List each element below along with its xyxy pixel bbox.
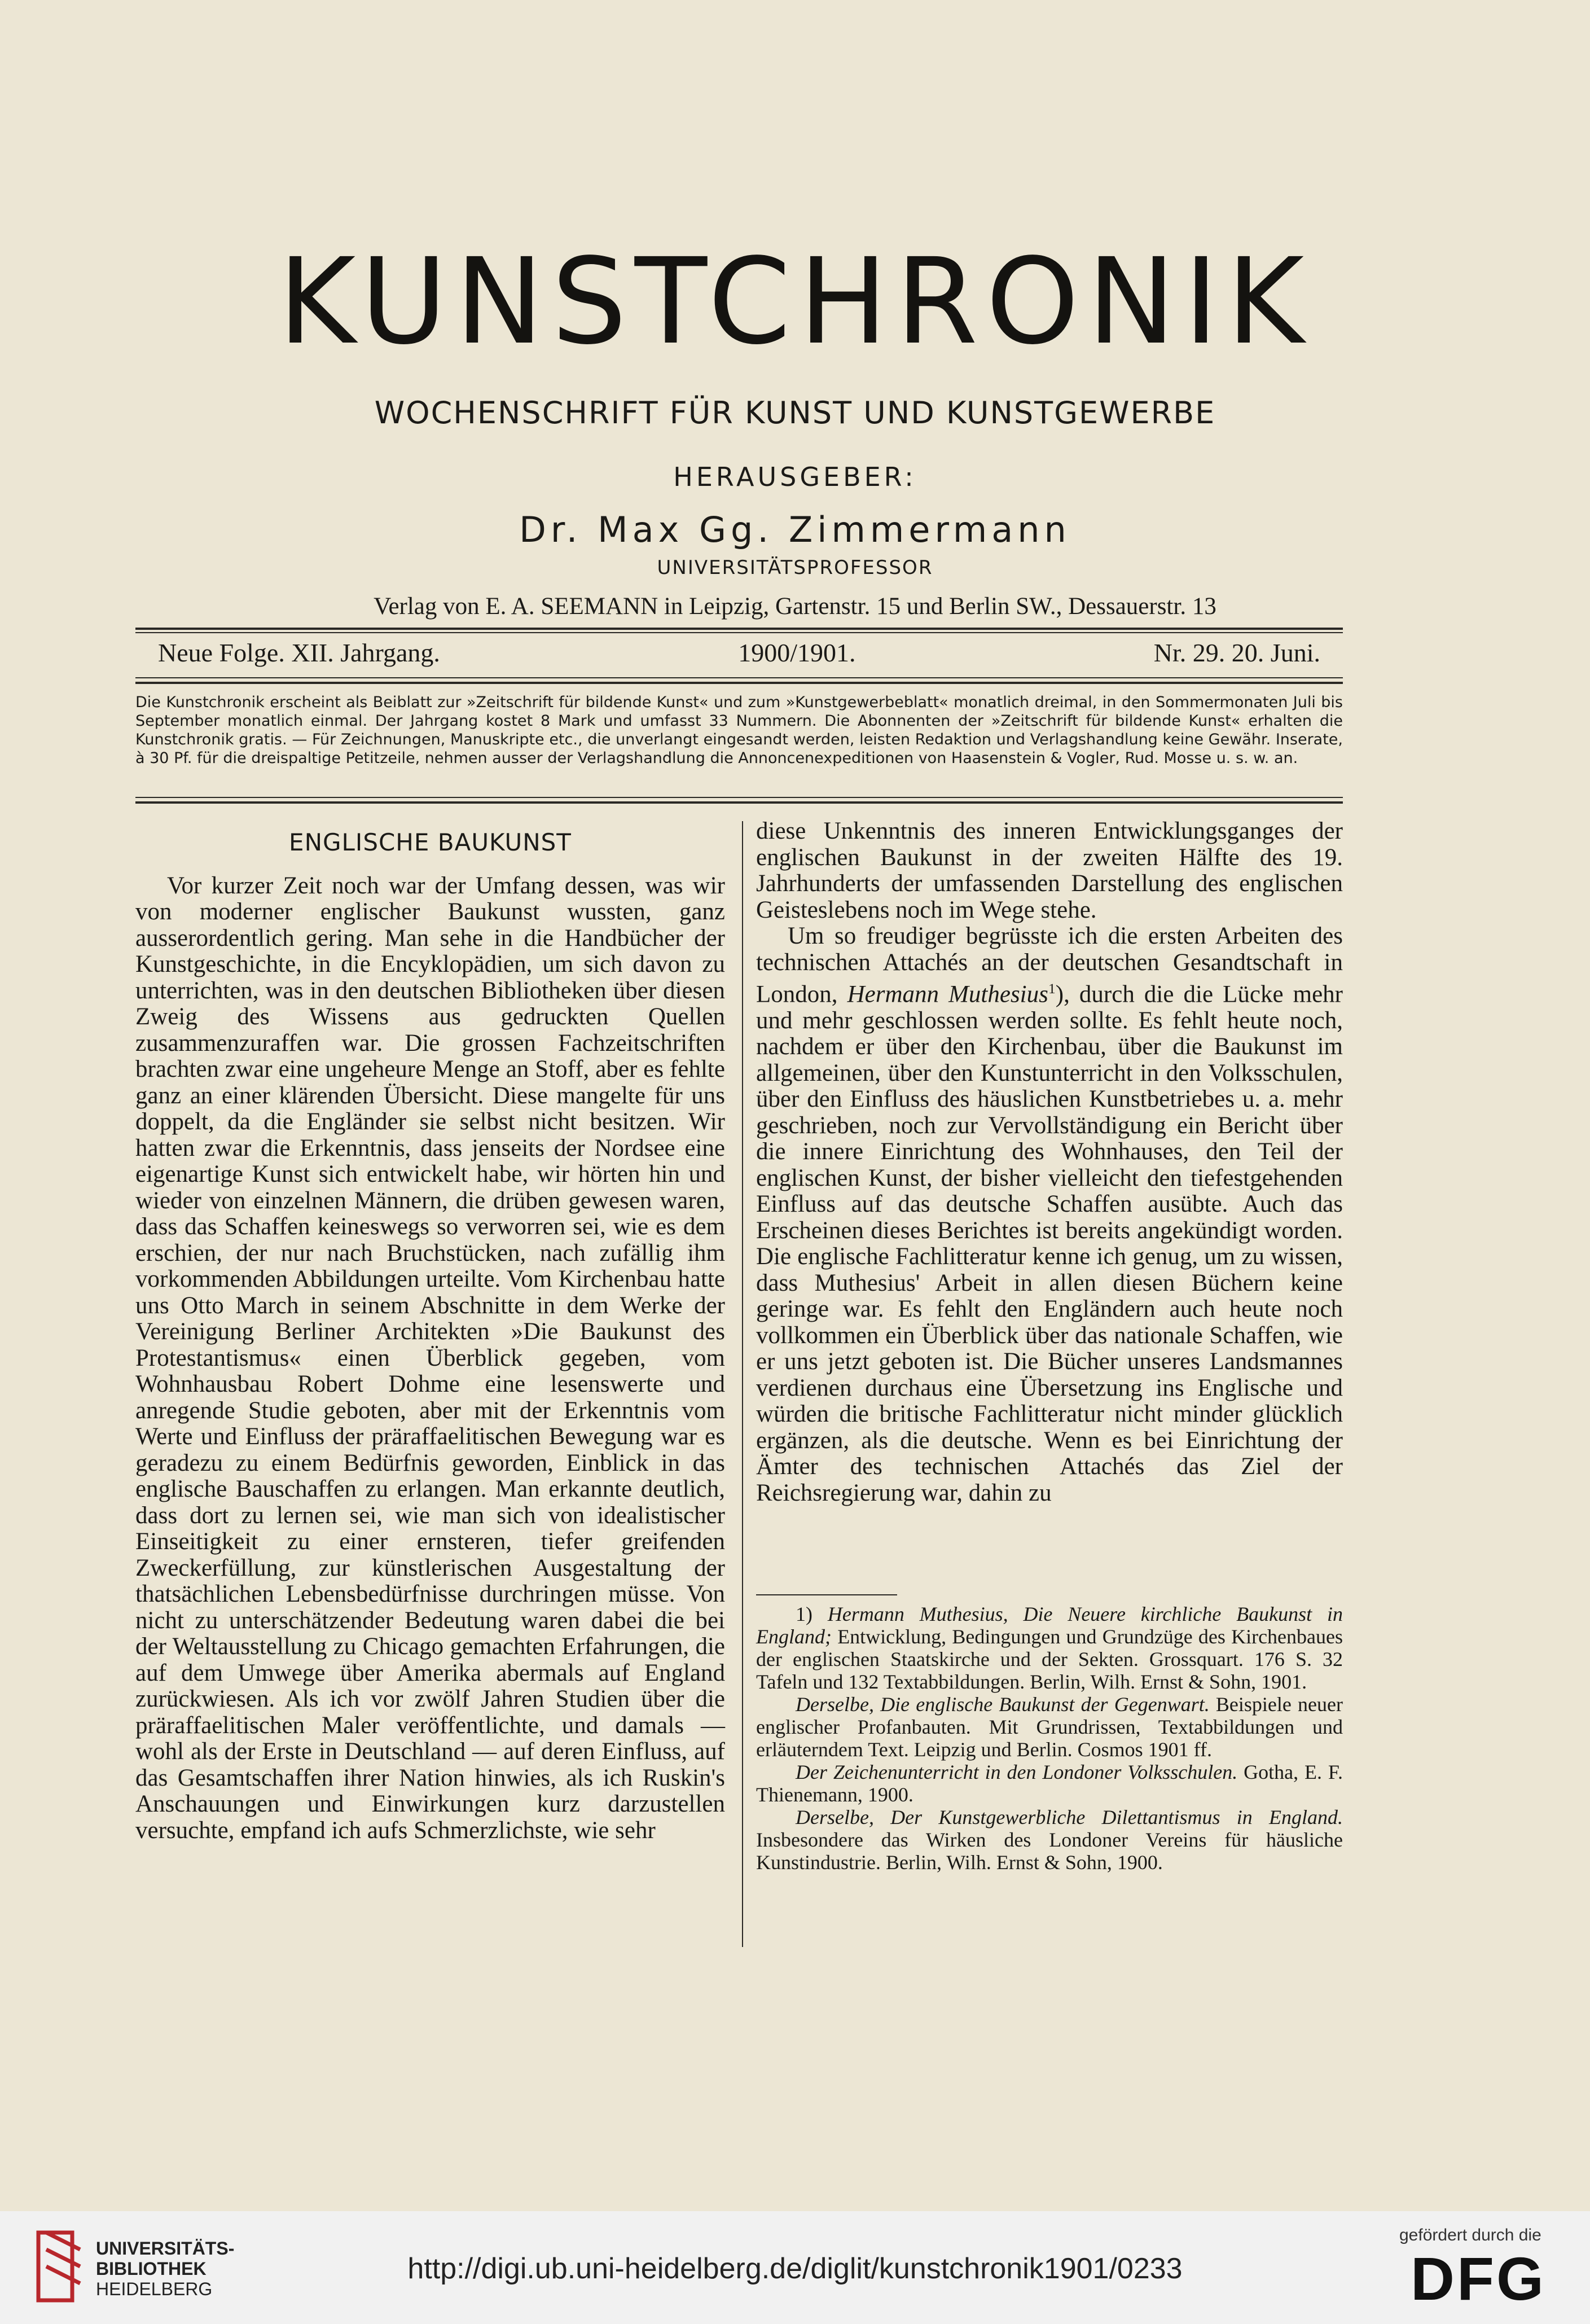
issue-rule-thin	[135, 677, 1343, 678]
subscription-notice: Die Kunstchronik erscheint als Beiblatt zur »Zeitschrift für bildende Kunst« und zum »Kunstgewerbeblatt« monatlich dreimal, in den Sommermonaten Juli bis September monatlich einmal. Der Jahrgang kostet 8 Mark und umfasst 33 Nummern. Die Abonnenten der »Zeitschrift für bildende Kunst« erhalten die Kunstchronik gratis. — Für Zeichnungen, Manuskripte etc., die unverlangt eingesandt werden, leisten Redaktion und Verlagshandlung keine Gewähr. Inserate, à 30 Pf. für die dreispaltige Petitzeile, nehmen ausser der Verlagshandlung die Annoncenexpeditionen von Haasenstein & Vogler, Rud. Mosse u. s. w. an.	[135, 694, 1343, 767]
article-paragraph: Um so freudiger begrüsste ich die ersten Arbeiten des technischen Attachés an der deutschen Gesandtschaft in London, Hermann Muthesius$^1$), durch die die Lücke mehr und mehr geschlossen werden sollte. Es fehlt heute noch, nachdem er über den Kirchenbau, über die Baukunst im allgemeinen, über den Kunstunterricht in den Volksschulen, über den Einfluss des häuslichen Kunstbetriebes u. a. mehr geschrieben, noch zur Vervollständigung ein Bericht über die innere Einrichtung des Wohnhauses, den Teil der englischen Kunst, der bisher vielleicht den tiefestgehenden Einfluss auf das deutsche Schaffen ausübte. Auch das Erscheinen dieses Berichtes ist bereits angekündigt worden. Die englische Fachlitteratur kenne ich genug, um zu wissen, dass Muthesius' Arbeit in allen diesen Büchern keine geringe war. Es fehlt den Engländern auch heute noch vollkommen ein Überblick über das nationale Schaffen, wie er uns jetzt geboten ist. Die Bücher unseres Landsmannes verdienen durchaus eine Übersetzung ins Englische und würden die britische Fachlitteratur nicht minder glücklich ergänzen, als die deutsche. Wenn es bei Einrichtung der Ämter des technischen Attachés das Ziel der Reichsregierung war, dahin zu	[756, 923, 1343, 1506]
author-name: Hermann Muthesius	[847, 981, 1048, 1008]
issue-line	[158, 638, 1320, 668]
editor-title: UNIVERSITÄTSPROFESSOR	[657, 556, 933, 579]
article-left-column	[135, 830, 725, 1844]
header-rule-top	[135, 628, 1343, 630]
university-library-name[interactable]: UNIVERSITÄTS- BIBLIOTHEK HEIDELBERG	[96, 2238, 235, 2299]
issue-series: Neue Folge. XII. Jahrgang.	[158, 638, 440, 667]
notice-rule-thin	[135, 797, 1343, 798]
article-right-column	[756, 818, 1343, 1506]
journal-title: KUNSTCHRONIK	[278, 233, 1312, 371]
column-divider	[742, 821, 743, 1947]
footnote: Derselbe, Der Kunstgewerbliche Dilettantismus in England. Insbesondere das Wirken des Londoner Vereins für häusliche Kunstindustrie. Berlin, Wilh. Ernst & Sohn, 1900.	[756, 1806, 1343, 1874]
publisher-line: Verlag von E. A. SEEMANN in Leipzig, Gartenstr. 15 und Berlin SW., Dessauerstr. 13	[374, 593, 1216, 620]
footnote: 1) Hermann Muthesius, Die Neuere kirchliche Baukunst in England; Entwicklung, Bedingungen und Grundzüge des Kirchenbaues der englischen Staatskirche und der Sekten. Grossquart. 176 S. 32 Tafeln und 132 Textabbildungen. Berlin, Wilh. Ernst & Sohn, 1901.	[756, 1603, 1343, 1693]
issue-number: Nr. 29. 20. Juni.	[1153, 638, 1320, 667]
funding-label: gefördert durch die	[1399, 2226, 1541, 2244]
editor-name: Dr. Max Gg. Zimmermann	[519, 509, 1071, 550]
article-paragraph: diese Unkenntnis des inneren Entwicklungsganges der englischen Baukunst in der zweiten Hälfte des 19. Jahrhunderts der umfassenden Darstellung des englischen Geisteslebens noch im Wege stehe.	[756, 818, 1343, 923]
footnote: Der Zeichenunterricht in den Londoner Volksschulen. Gotha, E. F. Thienemann, 1900.	[756, 1761, 1343, 1806]
issue-year: 1900/1901.	[738, 638, 856, 667]
dfg-logo[interactable]: DFG	[1411, 2244, 1546, 2313]
issue-rule	[135, 682, 1343, 684]
viewer-footer	[0, 2211, 1590, 2324]
notice-rule	[135, 801, 1343, 804]
journal-subtitle: WOCHENSCHRIFT FÜR KUNST UND KUNSTGEWERBE	[374, 395, 1216, 431]
publisher-label: HERAUSGEBER:	[673, 462, 917, 492]
page-url-link[interactable]: http://digi.ub.uni-heidelberg.de/diglit/kunstchronik1901/0233	[407, 2252, 1183, 2285]
article-heading: ENGLISCHE BAUKUNST	[289, 828, 572, 856]
footnote-rule	[756, 1594, 897, 1595]
footnote-ref: 1	[1048, 980, 1056, 997]
footnotes	[756, 1603, 1343, 1874]
footnote: Derselbe, Die englische Baukunst der Gegenwart. Beispiele neuer englischer Profanbauten. Mit Grundrissen, Textabbildungen und erläuterndem Text. Leipzig und Berlin. Cosmos 1901 ff.	[756, 1693, 1343, 1761]
article-paragraph: Vor kurzer Zeit noch war der Umfang dessen, was wir von moderner englischer Baukunst wussten, ganz ausserordentlich gering. Man sehe in die Handbücher der Kunstgeschichte, in die Encyklopädien, um sich davon zu unterrichten, was in den deutschen Bibliotheken über diesen Zweig des Wissens aus gedruckten Quellen zusammenzuraffen war. Die grossen Fachzeitschriften brachten zwar eine ungeheure Menge an Stoff, aber es fehlte ganz an einer klärenden Übersicht. Diese mangelte für uns doppelt, da die Engländer sie selbst nicht besitzen. Wir hatten zwar die Erkenntnis, dass jenseits der Nordsee eine eigenartige Kunst sich entwickelt habe, wir hörten hin und wieder von einzelnen Männern, die drüben gewesen waren, dass das Schaffen keineswegs so verworren sei, wie es dem erschien, der nur nach Bruchstücken, nach zufällig ihm vorkommenden Abbildungen urteilte. Vom Kirchenbau hatte uns Otto March in seinem Abschnitte in dem Werke der Vereinigung Berliner Architekten »Die Baukunst des Protestantismus« einen Überblick gegeben, vom Wohnhausbau Robert Dohme eine lesenswerte und anregende Studie geboten, aber mit der Erkenntnis vom Werte und Einfluss der präraffaelitischen Bewegung war es geradezu zu einem Bedürfnis geworden, Einblick in das englische Bauschaffen zu erlangen. Man erkannte deutlich, dass dort zu lernen sei, wie man sich von idealistischer Einseitigkeit zu einer ernsteren, tiefer greifenden Zweckerfüllung, zur künstlerischen Ausgestaltung der thatsächlichen Lebensbedürfnisse durchringen müsse. Von nicht zu unterschätzender Bedeutung waren dabei die bei der Weltausstellung zu Chicago gemachten Erfahrungen, die auf dem Umwege über Amerika abermals auf England zurückwiesen. Als ich vor zwölf Jahren Studien über die präraffaelitischen Maler veröffentlichte, und damals — wohl als der Erste in Deutschland — auf deren Einfluss, auf das Gesamtschaffen ihrer Nation hinwies, als ich Ruskin's Anschauungen und Einwirkungen kurz darzustellen versuchte, empfand ich aufs Schmerzlichste, wie sehr	[135, 872, 725, 1844]
header-rule-top-thin	[135, 632, 1343, 633]
